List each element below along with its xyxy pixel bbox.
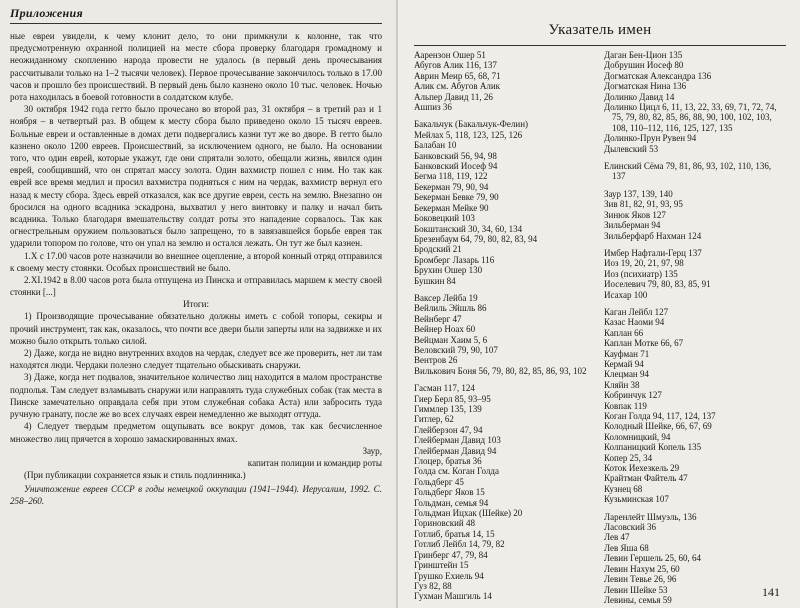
index-entry: Готлиб, братья 14, 15	[414, 528, 495, 539]
index-entry: Каплан 66	[604, 327, 644, 338]
index-column-right	[604, 50, 784, 605]
index-entry: Кляйн 38	[604, 379, 640, 390]
signature-name: Заур,	[362, 445, 382, 456]
index-entry: Гитлер, 62	[414, 414, 454, 425]
index-entry: Добрушин Иосеф 80	[604, 60, 684, 71]
index-entry: Колпаницкий Копель 135	[604, 442, 702, 453]
index-entry: Веловский 79, 90, 107	[414, 344, 498, 355]
index-entry: Бокштанский 30, 34, 60, 134	[414, 223, 523, 234]
index-entry: Долинко-Прун Рувен 94	[604, 133, 697, 144]
letter-group-gap	[414, 286, 594, 293]
index-entry: Глейберзон 47, 94	[414, 424, 483, 435]
index-entry: Боковецкий 103	[414, 213, 475, 224]
index-entry: Долинко Цицл 6, 11, 13, 22, 33, 69, 71, 72, 74, 75, 79, 80, 82, 85, 86, 88, 90, 100, 102, 103, 108, 110–112, 116, 125, 127, 135	[604, 102, 777, 133]
index-entry: Заур 137, 139, 140	[604, 188, 673, 199]
index-entry: Иоз 19, 20, 21, 97, 98	[604, 258, 684, 269]
index-entry: Ашпиз 36	[414, 102, 452, 113]
index-entry: Голда см. Коган Голда	[414, 466, 499, 477]
index-entry: Гиер Берл 85, 93–95	[414, 393, 491, 404]
index-entry: Готлиб Лейбл 14, 79, 82	[414, 539, 505, 550]
letter-group-gap	[604, 182, 784, 189]
index-entry: Лаpeнлейт Шмуэль, 136	[604, 511, 697, 522]
source-citation: Уничтожение евреев СССР в годы немецкой оккупации (1941–1944). Иерусалим, 1992. С. 258–260.	[10, 483, 382, 506]
index-entry: Глейберман Давид 103	[414, 435, 501, 446]
index-entry: Бекерман Бевке 79, 90	[414, 192, 499, 203]
index-entry: Бекерман Мейке 90	[414, 202, 489, 213]
index-entry: Глейберман Давид 94	[414, 445, 497, 456]
index-entry: Гольдман, семья 94	[414, 497, 489, 508]
page-number: 141	[762, 585, 780, 599]
letter-group-gap	[414, 376, 594, 383]
letter-group-gap	[604, 241, 784, 248]
index-entry: Елинский Сёма 79, 81, 86, 93, 102, 110, 136, 137	[604, 161, 772, 182]
index-entry: Гориновский 48	[414, 518, 475, 529]
index-entry: Каплан Мотке 66, 67	[604, 338, 684, 349]
index-entry: Кузьминская 107	[604, 494, 669, 505]
index-entry: Балабан 10	[414, 140, 457, 151]
index-entry: Ваксер Лейба 19	[414, 292, 478, 303]
index-entry: Имбер Нафтали-Герц 137	[604, 247, 702, 258]
paragraph: 2.XI.1942 в 8.00 часов рота была отпущена из Пинска и отправилась маршем к месту своей стоянки [...]	[10, 275, 382, 298]
index-entry: Альпер Давид 11, 26	[414, 91, 493, 102]
index-entry: Гухман Машгиль 14	[414, 591, 492, 602]
letter-group-gap	[604, 505, 784, 512]
index-title: Указатель имен	[548, 22, 652, 38]
index-entry: Кобринчук 127	[604, 390, 662, 401]
index-entry: Иоз (психиатр) 135	[604, 268, 678, 279]
index-entry: Клецман 94	[604, 369, 649, 380]
index-entry: Банковский 56, 94, 98	[414, 150, 497, 161]
index-entry: Колодный Шейке, 66, 67, 69	[604, 421, 712, 432]
index-entry: Грушко Ехиель 94	[414, 570, 484, 581]
index-entry: Даган Бен-Цион 135	[604, 50, 683, 60]
index-entry: Зинюк Яков 127	[604, 209, 666, 220]
index-entry: Крайтман Файтель 47	[604, 473, 688, 484]
index-entry: Левин Гершель 25, 60, 64	[604, 553, 701, 564]
index-entry: Вейнберг 47	[414, 313, 462, 324]
index-entry: Вентров 26	[414, 355, 458, 366]
index-entry: Лев 47	[604, 532, 630, 543]
index-entry: Долинко Давид 14	[604, 91, 675, 102]
index-entry: Банковский Иосеф 94	[414, 161, 498, 172]
index-entry: Гринштейн 15	[414, 560, 469, 571]
index-entry: Гольдберг 45	[414, 476, 464, 487]
index-entry: Коломницкий, 94	[604, 431, 671, 442]
index-entry: Гуз 82, 88	[414, 580, 452, 591]
index-entry: Абугов Алик 116, 137	[414, 60, 497, 71]
index-entry: Исахар 100	[604, 289, 648, 300]
index-entry: Гольдберг Яков 15	[414, 487, 485, 498]
index-entry: Глоцер, братья 36	[414, 456, 482, 467]
index-entry: Аарензон Ошер 51	[414, 50, 486, 60]
index-entry: Дылевский 53	[604, 143, 659, 154]
index-columns	[414, 50, 786, 605]
index-column-left	[414, 50, 594, 605]
index-entry: Коган Голда 94, 117, 124, 137	[604, 411, 716, 421]
letter-group-gap	[604, 154, 784, 161]
index-entry: Вилькович Боня 56, 79, 80, 82, 85, 86, 93, 102	[414, 365, 587, 376]
index-entry: Аврин Меир 65, 68, 71	[414, 70, 501, 81]
index-entry: Левины, семья 59	[604, 594, 672, 605]
index-entry: Кермай 94	[604, 358, 644, 369]
point: 1) Производящие прочесывание обязательно должны иметь с собой топоры, секиры и прочий инструмент, так как, оказалось, что почти все двери были заперты или на задвижке и их можно было открыть только силой.	[10, 311, 382, 346]
index-entry: Брухин Ошер 130	[414, 265, 483, 276]
index-entry: Зив 81, 82, 91, 93, 95	[604, 199, 683, 210]
index-entry: Левин Нахум 25, 60	[604, 563, 680, 574]
title-rule	[414, 45, 786, 46]
index-entry: Зильберфарб Нахман 124	[604, 230, 702, 241]
index-entry: Бакальчук (Бакальчук-Фелин)	[414, 119, 529, 130]
index-entry: Бекерман 79, 90, 94	[414, 181, 489, 192]
paragraph: ные евреи увидели, к чему клонит дело, то они примкнули к колонне, так что предусмотренную охранной полицией на месте сбора проверку благодаря громадному и неожиданному скоплению народа провести не удалось (в первый день прочесывания рассчитывали только на 1–2 тысячи человек). Первое прочесывание закончилось только в 17.00 часов и прошло без происшествий. В первый день было казнено около 10 тыс. человек. Ночью рота находилась в боевой готовности в солдатском клубе.	[10, 31, 382, 103]
index-entry: Гринберг 47, 79, 84	[414, 549, 488, 560]
letter-group-gap	[414, 112, 594, 119]
index-entry: Вейцман Хаим 5, 6	[414, 334, 488, 345]
point: 2) Даже, когда не видно внутренних входов на чердак, следует все же проверить, нет ли там находятся люди. Чердаки полезно следует тщательно обыскивать снаружи.	[10, 348, 382, 371]
index-entry: Мейлах 5, 118, 123, 125, 126	[414, 129, 523, 140]
index-entry: Бушкин 84	[414, 275, 456, 286]
left-page	[0, 0, 398, 608]
index-entry: Гасман 117, 124	[414, 383, 475, 394]
index-entry: Лев Яша 68	[604, 542, 649, 553]
index-entry: Бегма 118, 119, 122	[414, 171, 488, 182]
index-entry: Брезенбаум 64, 79, 80, 82, 83, 94	[414, 233, 538, 244]
index-entry: Кузнец 68	[604, 483, 643, 494]
index-entry: Бродский 21	[414, 244, 462, 255]
paragraph: 1.Х с 17.00 часов роте назначили во внешнее оцепление, а второй конный отряд отправился к своему месту стоянки. Особых происшествий не было.	[10, 250, 382, 273]
point: 3) Даже, когда нет подвалов, значительное количество лиц находится в малом пространстве подполья. Там следует взламывать снаружи или направлять туда служебных собак (так места в Пинске замечательно оправдала себя при этом служебная собака Аста) или забросить туда ручную гранату, после же во всех случаях евреи немедленно же выходят оттуда.	[10, 372, 382, 420]
itogi-heading: Итоги:	[182, 299, 210, 310]
index-entry: Копер 25, 34	[604, 452, 653, 463]
index-entry: Гиммлер 135, 139	[414, 404, 482, 414]
index-entry: Вейнер Ноах 60	[414, 324, 476, 335]
index-entry: Гольдман Ицхак (Шейке) 20	[414, 508, 523, 519]
index-entry: Ковпак 119	[604, 400, 647, 411]
index-entry: Иоселевич 79, 80, 83, 85, 91	[604, 279, 711, 290]
index-entry: Коток Иехезкель 29	[604, 463, 680, 474]
index-entry: Догматская Александра 136	[604, 70, 712, 81]
letter-group-gap	[604, 300, 784, 307]
index-entry: Казас Наоми 94	[604, 317, 665, 328]
point: 4) Следует твердым предметом ощупывать все вокруг домов, так как бесчисленное множество лиц прячется в хорошо замаскированных ямах.	[10, 421, 382, 444]
index-entry: Каган Лейбл 127	[604, 306, 669, 317]
index-entry: Зильберман 94	[604, 220, 661, 231]
index-entry: Вейлиль Эйшль 86	[414, 303, 487, 314]
index-entry: Догматская Нина 136	[604, 81, 687, 92]
index-entry: Алик см. Абугов Алик	[414, 81, 501, 92]
index-entry: Левин Тевье 26, 96	[604, 574, 677, 585]
right-page	[398, 0, 800, 608]
index-entry: Кауфман 71	[604, 348, 650, 359]
publication-note: (При публикации сохраняется язык и стиль подлинника.)	[24, 469, 246, 480]
paragraph: 30 октября 1942 года гетто было прочесано во второй раз, 31 октября – в третий раз и 1 ноября – в четвертый раз. В общем к месту сбора было приведено около 15 тысяч евреев. Больные евреи и оставленные в домах дети подвергались казни тут же во дворе. В гетто было казнено около 1200 евреев. Происшествий, за исключением одного, не было. На основании того, что один еврей, которые укажут, где они спрятали золото, обещали жизнь, явился один еврей, сообщивший, что он спрятал массу золота. Один вахмистр пошел с ним. Но так как еврей все время медлил и просил вахмистра подняться с ним на чердак, вахмистр вернул его назад к месту сбора. Здесь еврей отказался, как все другие евреи, сесть на землю. Внезапно он бросился на одного всадника эскадрона, выхватил у него винтовку и палку и начал бить всадника. Только благодаря вмешательству солдат роты это нападение сорвалось. Так как огнестрельным оружием пользоваться было запрещено, то в завязавшейся борьбе еврея так ударили топором по голове, что он упал на землю и остался лежать. Он тут же был казнен.	[10, 104, 382, 249]
index-entry: Ласовский 36	[604, 522, 657, 533]
running-header: Приложения	[10, 6, 382, 24]
signature-title: капитан полиции и командир роты	[247, 457, 382, 468]
index-entry: Левин Шейке 53	[604, 584, 668, 595]
index-entry: Бромберг Лазарь 116	[414, 254, 495, 265]
